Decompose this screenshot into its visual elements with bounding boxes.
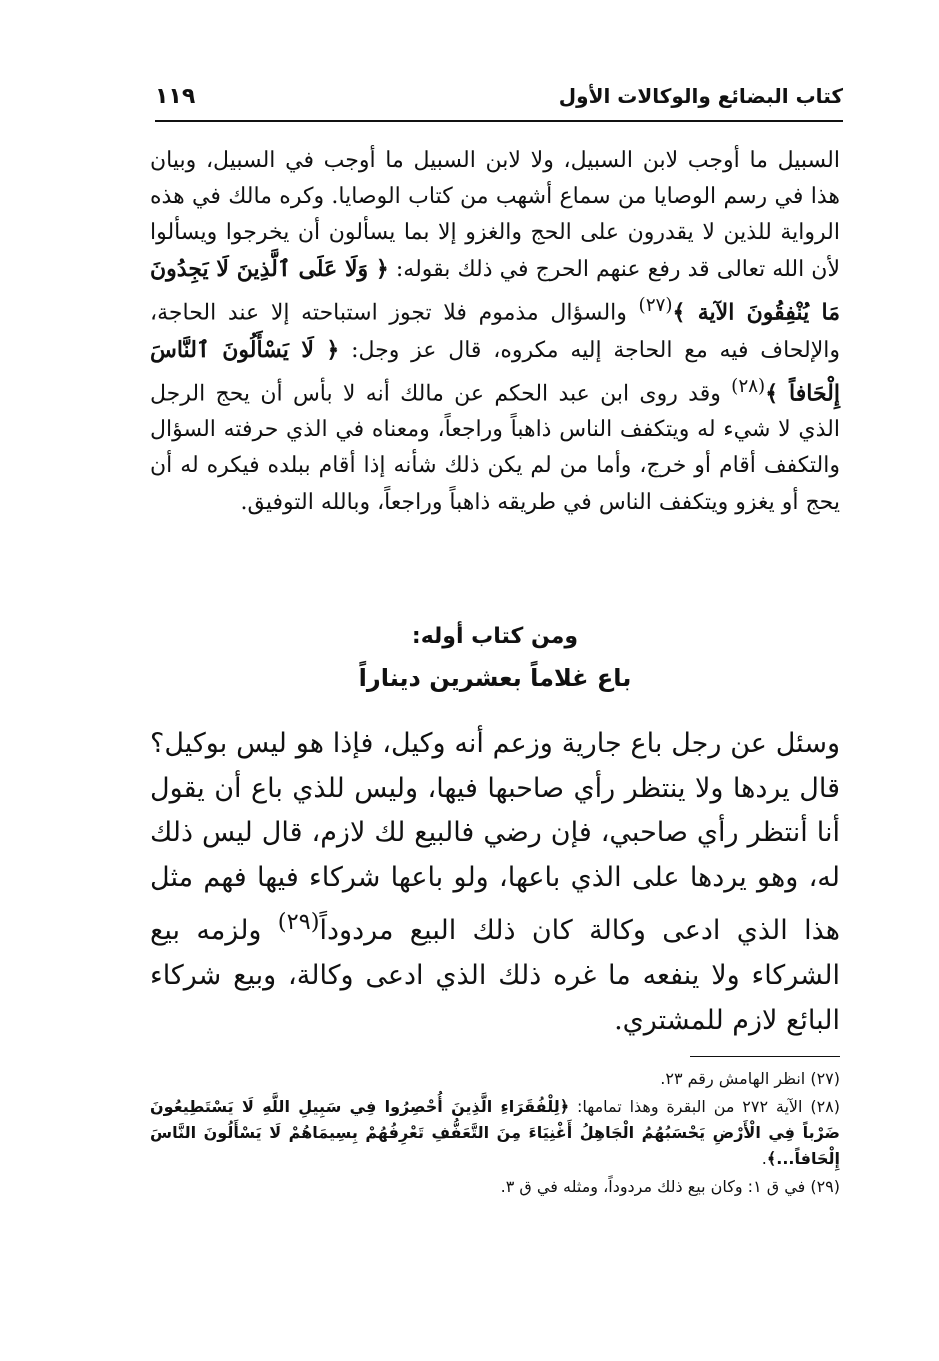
- paragraph-1-text-b: والسؤال مذموم فلا تجوز استباحته إلا عند الحاجة، والإلحاف فيه مع الحاجة إليه مكروه، قال عز وجل:: [150, 300, 840, 363]
- footnote-28-end: .: [761, 1149, 767, 1168]
- paragraph-2-text-a: وسئل عن رجل باع جارية وزعم أنه وكيل، فإذا هو ليس بوكيل؟ قال يردها ولا ينتظر رأي صاحبها فيها، وليس للذي باع أن يقول أنا أنتظر رأي صاحبي، فإن رضي فالبيع لك لازم، قال ليس ذلك له، وهو يردها على الذي باعها، ولو باعها شركاء فيها فهم مثل هذا الذي ادعى وكالة كان ذلك البيع مردوداً: [150, 728, 840, 947]
- footnote-ref-27: (٢٧): [638, 295, 673, 317]
- paragraph-2-text-b: ولزمه بيع الشركاء ولا ينفعه ما غره ذلك الذي ادعى وكالة، وبيع شركاء البائع لازم للمشتري.: [150, 915, 840, 1036]
- footnote-ref-28: (٢٨): [731, 375, 766, 397]
- quran-quote-1: ﴿ وَلَا عَلَى ٱلَّذِينَ لَا يَجِدُونَ مَا يُنْفِقُونَ الآية ﴾: [150, 256, 840, 326]
- running-title: كتاب البضائع والوكالات الأول: [558, 84, 843, 108]
- paragraph-1-text-a: السبيل ما أوجب لابن السبيل، ولا لابن السبيل ما أوجب في السبيل، وبيان هذا في رسم الوصايا من سماع أشهب من كتاب الوصايا. وكره مالك في هذه الرواية للذين لا يقدرون على الحج والغزو إلا بما يسألون أن يخرجوا ويسألوا لأن الله تعالى قد رفع عنهم الحرج في ذلك بقوله:: [150, 148, 840, 283]
- footnotes: [150, 1066, 840, 1200]
- section-subheading: ومن كتاب أوله:: [411, 624, 579, 649]
- footnote-27: (٢٧) انظر الهامش رقم ٢٣.: [660, 1069, 840, 1088]
- footnote-28-intro: (٢٨) الآية ٢٧٢ من البقرة وهذا تمامها:: [569, 1097, 841, 1116]
- section-heading: باع غلاماً بعشرين ديناراً: [358, 664, 632, 692]
- footnote-28-quote: ﴿لِلْفُقَرَاءِ الَّذِينَ أُحْصِرُوا فِي سَبِيلِ اللَّهِ لَا يَسْتَطِيعُونَ ضَرْباً فِي الْأَرْضِ يَحْسَبُهُمُ الْجَاهِلُ أَغْنِيَاءَ مِنَ التَّعَفُّفِ تَعْرِفُهُمْ بِسِيمَاهُمْ لَا يَسْأَلُونَ النَّاسَ إِلْحَافاً...﴾: [150, 1097, 840, 1168]
- paragraph-1-text-c: وقد روى ابن عبد الحكم عن مالك أنه لا بأس أن يحج الرجل الذي لا شيء له ويتكفف الناس ذاهباً وراجعاً، ومعناه في الذي حرفته السؤال والتكفف أقام أو خرج، وأما من لم يكن ذلك شأنه إذا أقام ببلده فيكره له أن يحج أو يغزو ويتكفف الناس في طريقه ذاهباً وراجعاً، وبالله التوفيق.: [150, 381, 840, 515]
- footnote-divider: [690, 1056, 840, 1057]
- page-header: [155, 82, 843, 122]
- paragraph-2: [150, 722, 840, 1043]
- paragraph-1: [150, 143, 840, 521]
- footnote-ref-29: (٢٩): [277, 909, 320, 936]
- page-number: ١١٩: [155, 84, 196, 109]
- footnote-29: (٢٩) في ق ١: وكان بيع ذلك مردوداً، ومثله في ق ٣.: [500, 1177, 840, 1196]
- quran-quote-2: ﴿ لَا يَسْأَلُونَ ٱلنَّاسَ إِلْحَافاً ﴾: [150, 336, 840, 407]
- footnote-28: [150, 1094, 840, 1172]
